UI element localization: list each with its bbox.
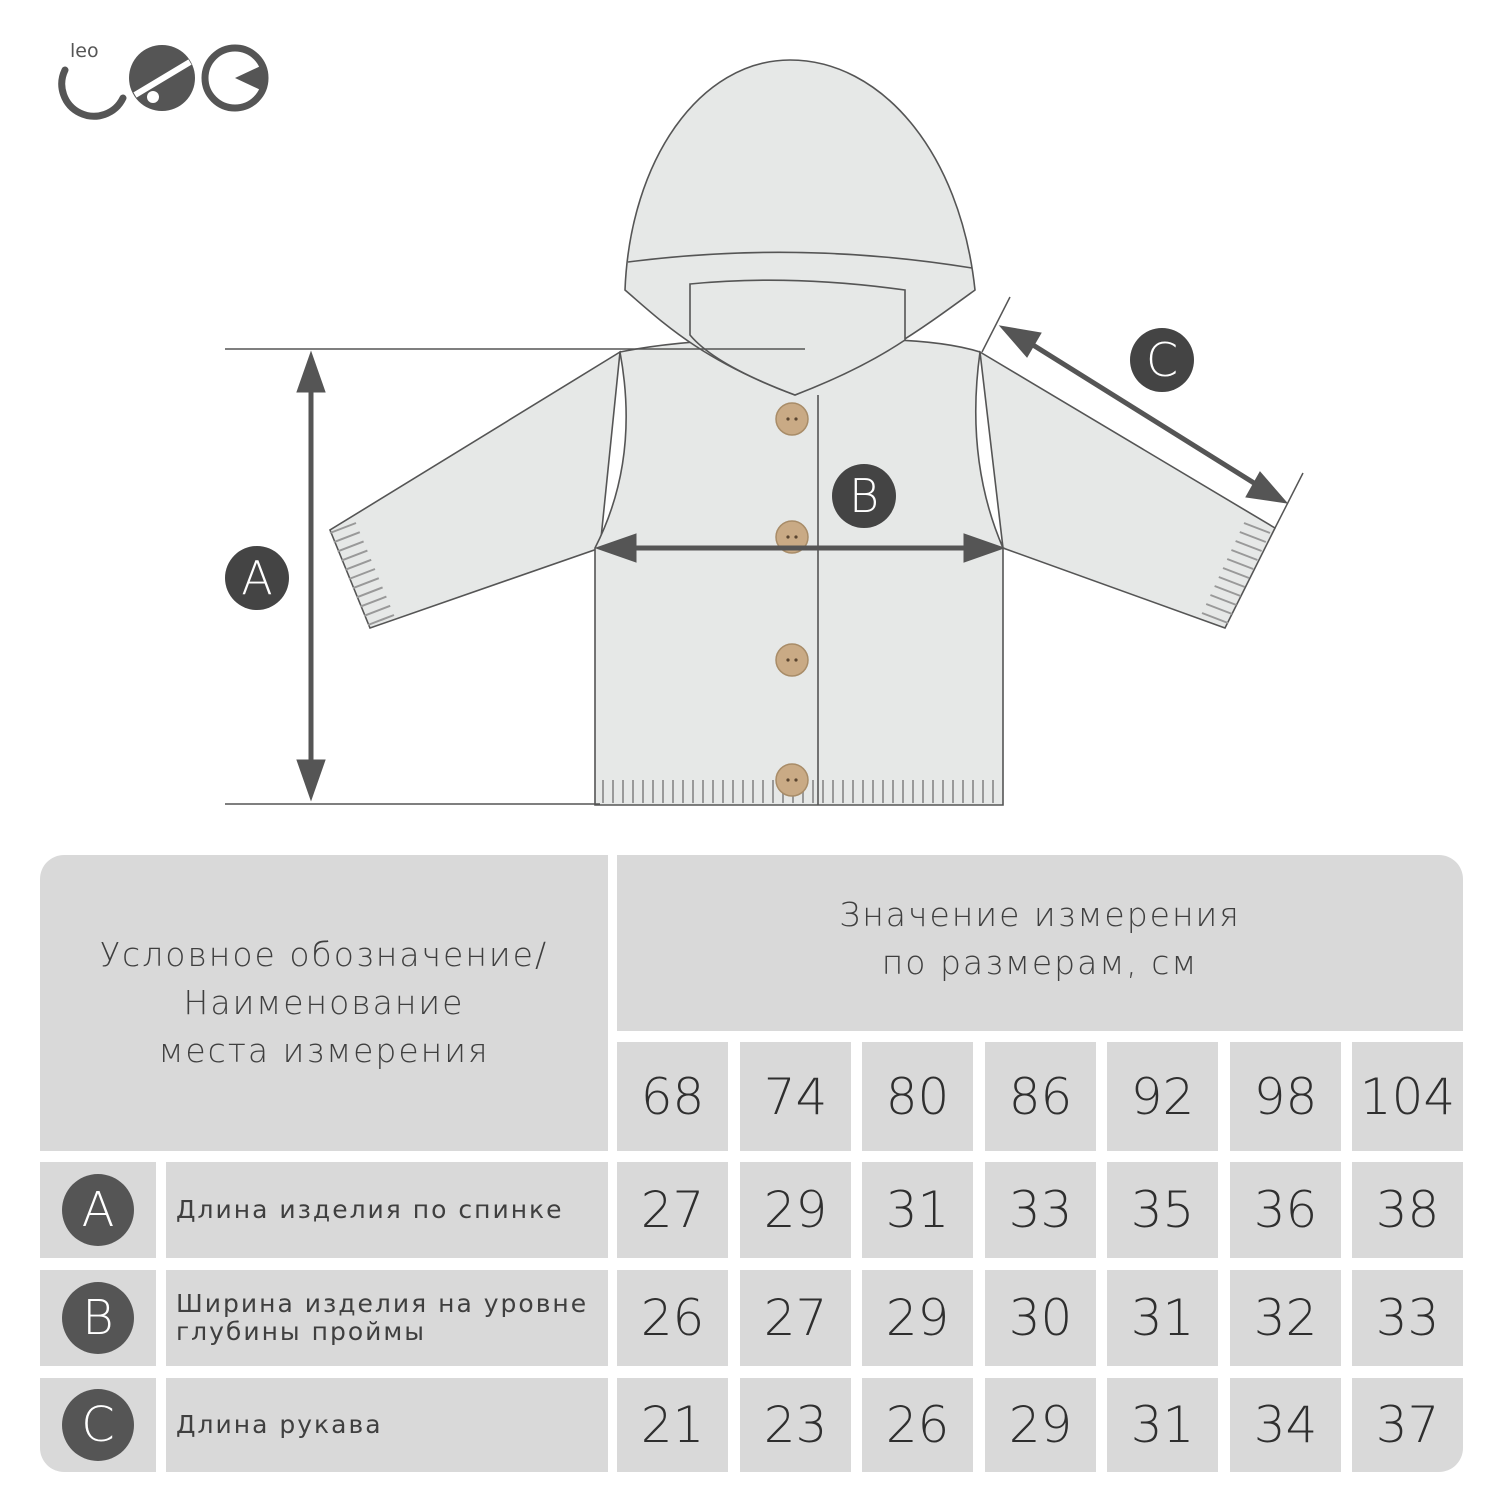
measurement-name-line: Ширина изделия на уровне (176, 1289, 589, 1318)
code-cell (40, 1270, 156, 1366)
value-cell: 33 (985, 1162, 1096, 1258)
size-header-cell: 104 (1352, 1042, 1463, 1151)
values-header-line: Значение измерения (839, 895, 1241, 934)
badge-b: B (832, 464, 896, 528)
measurement-name-line: глубины проймы (176, 1317, 426, 1346)
label-header (100, 931, 548, 1075)
size-header-cell: 68 (617, 1042, 728, 1151)
values-header-cell (617, 855, 1463, 1031)
measurement-name-cell (166, 1378, 608, 1472)
value-cell: 36 (1230, 1162, 1341, 1258)
measurement-name-line: Длина изделия по спинке (176, 1195, 564, 1224)
values-header (839, 891, 1241, 987)
left-sleeve (330, 352, 620, 628)
measurement-name-line: Длина рукава (176, 1410, 383, 1439)
value-cell: 23 (740, 1378, 851, 1472)
code-badge: A (62, 1174, 134, 1246)
value-cell: 27 (740, 1270, 851, 1366)
code-cell (40, 1378, 156, 1472)
value-cell: 29 (740, 1162, 851, 1258)
label-header-line: Наименование (183, 983, 465, 1022)
value-cell: 34 (1230, 1378, 1341, 1472)
code-badge: C (62, 1389, 134, 1461)
value-cell: 27 (617, 1162, 728, 1258)
badge-a: A (225, 546, 289, 610)
value-cell: 32 (1230, 1270, 1341, 1366)
size-header-cell: 74 (740, 1042, 851, 1151)
size-header-cell: 80 (862, 1042, 973, 1151)
label-header-line: Условное обозначение/ (99, 935, 549, 974)
value-cell: 26 (617, 1270, 728, 1366)
right-sleeve (980, 352, 1275, 628)
badge-c: C (1130, 328, 1194, 392)
size-header-cell: 86 (985, 1042, 1096, 1151)
value-cell: 31 (1107, 1270, 1218, 1366)
measurement-name-cell (166, 1270, 608, 1366)
value-cell: 21 (617, 1378, 728, 1472)
code-cell (40, 1162, 156, 1258)
value-cell: 29 (985, 1378, 1096, 1472)
value-cell: 30 (985, 1270, 1096, 1366)
button-icon (776, 403, 808, 435)
button-icon (776, 644, 808, 676)
value-cell: 38 (1352, 1162, 1463, 1258)
code-badge: B (62, 1282, 134, 1354)
value-cell: 31 (862, 1162, 973, 1258)
label-header-line: места измерения (158, 1031, 490, 1070)
value-cell: 33 (1352, 1270, 1463, 1366)
value-cell: 37 (1352, 1378, 1463, 1472)
button-icon (776, 764, 808, 796)
value-cell: 26 (862, 1378, 973, 1472)
size-header-cell: 92 (1107, 1042, 1218, 1151)
value-cell: 29 (862, 1270, 973, 1366)
value-cell: 35 (1107, 1162, 1218, 1258)
values-header-line: по размерам, см (881, 943, 1199, 982)
hoodie-illustration (330, 60, 1275, 805)
logo-small-text: leo (70, 40, 99, 62)
value-cell: 31 (1107, 1378, 1218, 1472)
measurement-name-cell (166, 1162, 608, 1258)
size-header-cell: 98 (1230, 1042, 1341, 1151)
label-header-cell (40, 855, 608, 1151)
